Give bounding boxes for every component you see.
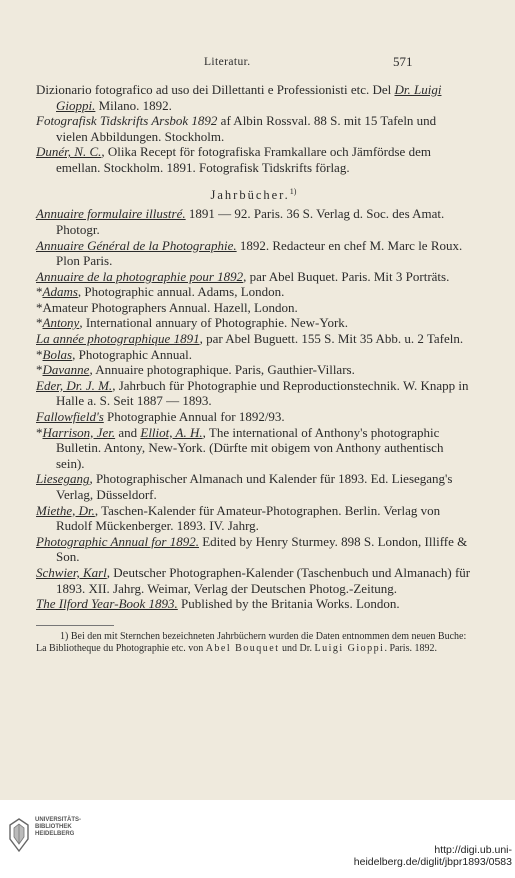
- logo-line: BIBLIOTHEK: [35, 824, 72, 830]
- logo-line: HEIDELBERG: [35, 831, 75, 837]
- entry-text: 1892. Redacteur en chef M. Marc le Roux. Plon Paris.: [56, 237, 463, 269]
- entry-title: Annuaire formulaire illustré.: [36, 206, 186, 222]
- entry-text: Dizionario fotografico ad uso dei Dillettanti e Professionisti etc. Del: [36, 82, 392, 97]
- entry-title: Photographic Annual for 1892.: [36, 533, 199, 549]
- entry-text: Edited by Henry Sturmey. 898 S. London, Illiffe & Son.: [56, 533, 468, 565]
- entry-star: *: [36, 424, 43, 440]
- entry-title: Adams: [42, 284, 78, 300]
- entry-text: and: [115, 424, 141, 440]
- yearbook-entry: [36, 471, 471, 502]
- section-heading: [36, 184, 471, 204]
- entry-title: The Ilford Year-Book 1893.: [36, 596, 178, 612]
- entry-text: , Photographic annual. Adams, London.: [77, 284, 285, 300]
- source-url-link[interactable]: http://digi.ub.uni-heidelberg.de/diglit/jbpr1893/0583: [353, 844, 512, 868]
- entry-title: Bolas: [42, 346, 73, 362]
- footnote-name: Luigi Gioppi: [314, 642, 385, 654]
- entry-text: , Taschen-Kalender für Amateur-Photographen. Berlin. Verlag von Rudolf Mückenberger. 1893. IV. Jahrg.: [56, 502, 441, 534]
- entry-text: Published by the Britania Works. London.: [177, 596, 400, 612]
- page-content: [36, 82, 471, 655]
- footnote-text: . Paris. 1892.: [384, 642, 437, 654]
- entry-text: , Photographischer Almanach und Kalender für 1893. Ed. Liesegang's Verlag, Düsseldorf.: [56, 471, 453, 502]
- footnote-ref: 1): [289, 186, 297, 196]
- yearbook-entry: [36, 503, 471, 534]
- yearbook-entry: [36, 425, 471, 472]
- yearbook-entry: [36, 409, 471, 425]
- entry-text: , Annuaire photographique. Paris, Gauthier-Villars.: [89, 362, 355, 378]
- yearbook-entry: [36, 534, 471, 565]
- entry-title: Liesegang: [36, 471, 90, 487]
- entry-star: *: [36, 346, 43, 362]
- entry-text: 1891 — 92. Paris. 36 S. Verlag d. Soc. des Amat. Photogr.: [56, 206, 445, 237]
- entry-text: , Jahrbuch für Photographie und Reproductionstechnik. W. Knapp in Halle a. S. Seit 1887 — 1893.: [56, 377, 469, 409]
- yearbook-entry: [36, 347, 471, 363]
- entry-title: Fallowfield's: [36, 409, 104, 425]
- entry-title: Fotografisk Tidskrifts Arsbok 1892: [36, 113, 218, 129]
- entry-text: , par Abel Buguett. 155 S. Mit 35 Abb. u. 2 Tafeln.: [199, 331, 464, 347]
- entry-title: Annuaire de la photographie pour 1892: [36, 268, 244, 284]
- footnote-text: 1) Bei den mit Sternchen bezeichneten Jahrbüchern wurden die Daten entnommen dem neuen Buche: La Bibliotheque du Photographie etc. von: [36, 630, 467, 654]
- entry-title: Eder, Dr. J. M.: [36, 377, 113, 393]
- library-logo-text: [35, 817, 81, 838]
- entry-text: , par Abel Buquet. Paris. Mit 3 Porträts.: [243, 268, 450, 284]
- entry-text: Milano. 1892.: [95, 97, 172, 113]
- entry-text: Photographie Annual for 1892/93.: [103, 409, 285, 425]
- yearbook-entry: [36, 378, 471, 409]
- entry-title: Davanne: [42, 362, 90, 378]
- entry-title: Miethe, Dr.: [36, 502, 95, 518]
- footnote: [36, 631, 471, 655]
- entry-text: , Deutscher Photographen-Kalender (Taschenbuch und Almanach) für 1893. XII. Jahrg. Weimar, Verlag der Deutschen Photog.-Zeitung.: [56, 564, 471, 596]
- yearbook-entry: [36, 206, 471, 237]
- yearbook-entry: [36, 331, 471, 347]
- yearbook-list: [36, 206, 471, 611]
- yearbook-entry: [36, 565, 471, 596]
- header-title: Literatur.: [204, 56, 251, 68]
- entry-dizionario: [36, 82, 471, 113]
- entry-author: Dr. Luigi Gioppi.: [56, 82, 442, 113]
- yearbook-entry: [36, 284, 471, 300]
- running-header: [0, 54, 515, 70]
- yearbook-entry: [36, 238, 471, 269]
- entry-author: Dunér, N. C.: [36, 144, 102, 160]
- yearbook-entry: [36, 300, 471, 316]
- entry-text: af Albin Rossval. 88 S. mit 15 Tafeln und vielen Abbildungen. Stockholm.: [56, 113, 437, 144]
- yearbook-entry: [36, 269, 471, 285]
- footnote-name: Abel Bouquet: [205, 642, 280, 654]
- footnote-text: und Dr.: [279, 642, 315, 654]
- entry-title: Antony: [42, 315, 80, 331]
- yearbook-entry: [36, 315, 471, 331]
- entry-title: La année photographique 1891: [36, 331, 200, 347]
- entry-star: *: [36, 315, 43, 331]
- entry-star: *: [36, 284, 43, 300]
- entry-fotografisk: [36, 113, 471, 144]
- yearbook-entry: [36, 362, 471, 378]
- section-heading-text: Jahrbücher.: [210, 187, 290, 202]
- entry-star: *: [36, 299, 43, 315]
- university-seal-icon: [6, 817, 32, 853]
- footnote-rule: [36, 625, 114, 626]
- entry-text: , Photographic Annual.: [72, 346, 193, 362]
- entry-text: , Olika Recept för fotografiska Framkallare och Jämfördse dem emellan. Stockholm. 1891. Fotografisk Tidskrifts förlag.: [56, 144, 431, 175]
- entry-star: *: [36, 362, 43, 378]
- entry-duner: [36, 144, 471, 175]
- page-number: 571: [393, 54, 413, 69]
- entry-title: Harrison, Jer.: [42, 424, 116, 440]
- entry-text: , International annuary of Photographie. New-York.: [79, 315, 349, 331]
- logo-line: UNIVERSITÄTS-: [35, 817, 82, 823]
- yearbook-entry: [36, 596, 471, 612]
- entry-title: Schwier, Karl: [36, 564, 107, 580]
- entry-text: , The international of Anthony's photographic Bulletin. Antony, New-York. (Dürfte mit obigem von Anthony authentisch sein).: [56, 424, 444, 471]
- entry-text: Amateur Photographers Annual. Hazell, London.: [42, 299, 298, 315]
- entry-title: Elliot, A. H.: [140, 424, 203, 440]
- entry-title: Annuaire Général de la Photographie.: [36, 237, 237, 253]
- digitization-footer: [0, 800, 515, 878]
